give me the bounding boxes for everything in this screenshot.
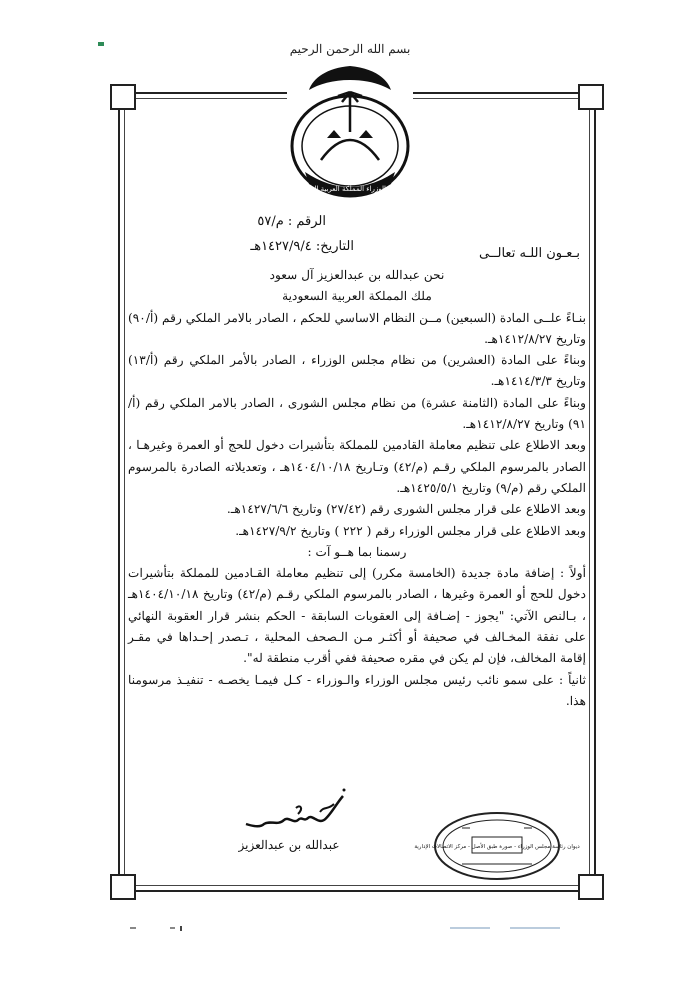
decree-line: رسمنا بما هــو آت :	[307, 544, 407, 559]
basmala: بسم الله الرحمن الرحيم	[289, 42, 411, 56]
frame-corner-ornament	[110, 874, 136, 900]
paragraph-2: وبناءً على المادة (العشرين) من نظام مجلس الوزراء ، الصادر بالأمر الملكي رقم (أ/١٣) وتاريخ ١٤١٤/٣/٣هـ.	[128, 353, 586, 389]
official-stamp	[414, 810, 580, 882]
scan-footer-artifacts	[130, 924, 590, 932]
article-first: أولاً : إضافة مادة جديدة (الخامسة مكرر) إلى تنظيم معاملة القـادمين للمملكة بتأشيرات دخول للحج أو العمرة وغيرها ، الصادر بالمرسوم الملكي رقـم (م/٤٢) وتاريخ ١٤٠٤/١٠/١٨هـ ، بـالنص الآتي: "يجوز - إضـافة إلى العقوبات السابقة - الحكم بنشر قرار العقوبة النهائي على نفقة المخـالف في صحيفة أو أكثـر مـن الـصحف المحلية ، تـصدر إحـداها في مقـر إقامة المخالف، فإن لم يكن في مقره صحيفة ففي أقرب منطقة له".	[128, 566, 586, 666]
decree-body	[128, 265, 586, 712]
king-title: ملك المملكة العربية السعودية	[282, 289, 432, 304]
signer-name: عبدالله بن عبدالعزيز	[238, 838, 340, 852]
reference-number: الرقم : م/٥٧	[257, 214, 326, 229]
frame-corner-ornament	[578, 874, 604, 900]
stamp-text: ديوان رئاسة مجلس الوزراء - صورة طبق الأصل - مركز الاتصالات الإدارية	[414, 844, 580, 850]
paragraph-4: وبعد الاطلاع على تنظيم معاملة القادمين للمملكة بتأشيرات دخول للحج أو العمرة وغيرهـا ، الصادر بالمرسوم الملكي رقـم (م/٤٢) وتـاريخ ١٤٠٤/١٠/١٨هـ ، وتعديلاته الصادرة بالمرسوم الملكي رقم (م/٩) وتاريخ ١٤٢٥/٥/١هـ.	[128, 438, 587, 495]
paragraph-3: وبناءً على المادة (الثامنة عشرة) من نظام مجلس الشورى ، الصادر بالامر الملكي رقم (أ/٩١) وتاريخ ١٤١٢/٨/٢٧هـ.	[128, 395, 586, 432]
emblem-text: مجلس الوزراء المملكة العربية السعودية	[292, 185, 408, 193]
handwritten-signature	[238, 786, 358, 834]
palm-and-swords-emblem-icon	[287, 62, 413, 200]
paragraph-5: وبعد الاطلاع على قرار مجلس الشورى رقم (٢٧/٤٢) وتاريخ ١٤٢٧/٦/٦هـ.	[226, 502, 586, 517]
invocation-line: بـعـون اللـه تعالــى	[479, 246, 580, 261]
frame-corner-ornament	[578, 84, 604, 110]
paragraph-1: بنـاءً علــى المادة (السبعين) مــن النظام الاساسي للحكم ، الصادر بالامر الملكي رقم (أ/٩٠) وتاريخ ١٤١٢/٨/٢٧هـ.	[128, 310, 586, 346]
article-second: ثانياً : على سمو نائب رئيس مجلس الوزراء والـوزراء - كـل فيمـا يخصـه - تنفيـذ مرسومنا هذا.	[128, 672, 586, 708]
frame-corner-ornament	[110, 84, 136, 110]
paragraph-6: وبعد الاطلاع على قرار مجلس الوزراء رقم ( ٢٢٢ ) وتاريخ ١٤٢٧/٩/٢هـ.	[235, 523, 586, 538]
issuer-line: نحن عبدالله بن عبدالعزيز آل سعود	[269, 268, 445, 282]
document-date: التاريخ: ١٤٢٧/٩/٤هـ	[250, 239, 354, 254]
